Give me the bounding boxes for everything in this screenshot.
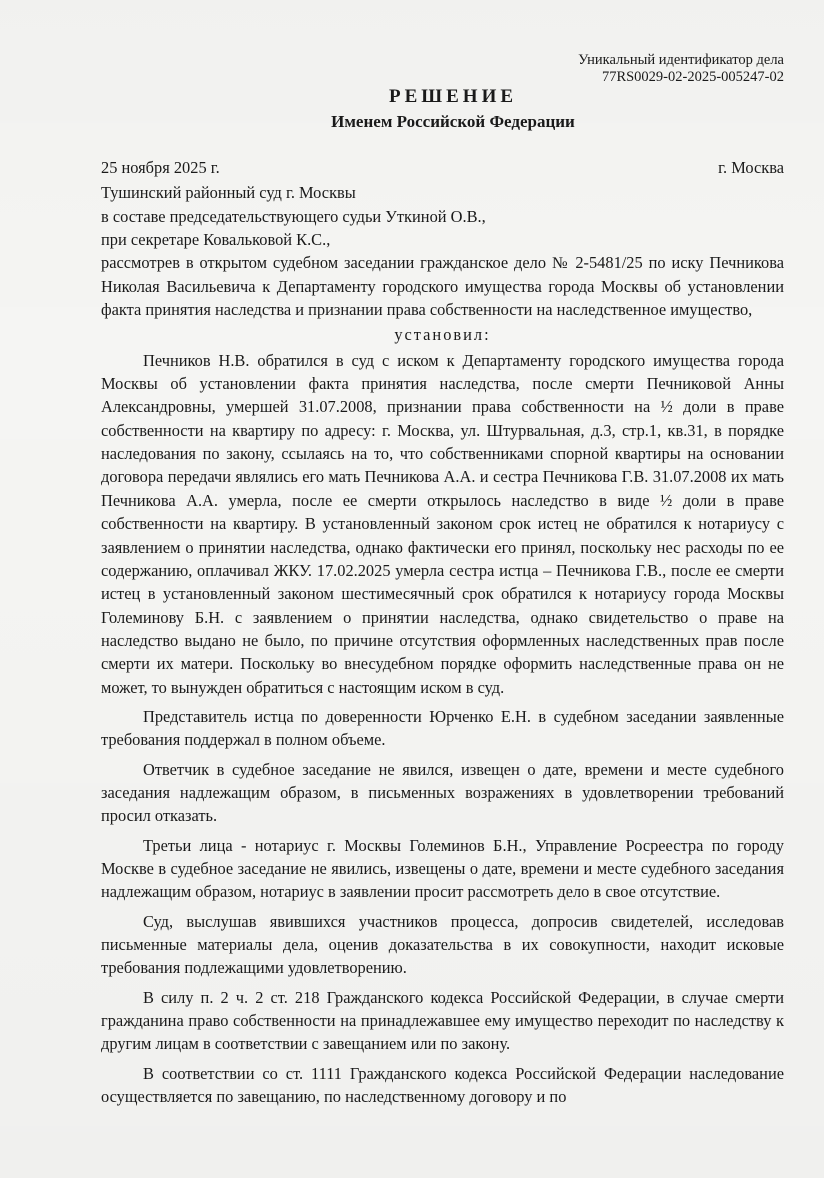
case-id-label: Уникальный идентификатор дела	[578, 52, 784, 68]
paragraph-claim: Печников Н.В. обратился в суд с иском к Департаменту городского имущества города Москвы об установлении факта принятия наследства, после смерти Печниковой Анны Александровны, умершей 31.07.2008, признании права собственности на ½ доли в праве собственности на квартиру по адресу: г. Москва, ул. Штурвальная, д.3, стр.1, кв.31, в порядке наследования по закону, ссылаясь на то, что собственниками спорной квартиры на основании договора передачи являлись его мать Печникова А.А. и сестра Печникова Г.В. 31.07.2008 их мать Печникова А.А. умерла, после ее смерти открылось наследство в виде ½ доли в праве собственности на квартиру. В установленный законом срок истец не обратился к нотариусу с заявлением о принятии наследства, однако фактически его принял, поскольку нес расходы по ее содержанию, оплачивал ЖКУ. 17.02.2025 умерла сестра истца – Печникова Г.В., после ее смерти истец в установленный законом шестимесячный срок обратился к нотариусу города Москвы Големинову Б.Н. с заявлением о принятии наследства, однако свидетельство о праве на наследство выдано не было, по причине отсутствия оформленных наследственных прав после смерти их матери. Поскольку во внесудебном порядке оформить наследственные права он не может, то вынужден обратиться с настоящим иском в суд.	[101, 350, 784, 697]
paragraph-defendant: Ответчик в судебное заседание не явился, извещен о дате, времени и месте судебного заседания надлежащим образом, в письменных возражениях в удовлетворении требований просил отказать.	[101, 759, 784, 826]
judge-line: в составе председательствующего судьи Уткиной О.В.,	[101, 206, 486, 226]
paragraph-article-218: В силу п. 2 ч. 2 ст. 218 Гражданского кодекса Российской Федерации, в случае смерти гражданина право собственности на принадлежавшее ему имущество переходит по наследству к другим лицам в соответствии с завещанием или по закону.	[101, 987, 784, 1054]
document-subtitle: Именем Российской Федерации	[331, 112, 575, 131]
secretary-line: при секретаре Ковальковой К.С.,	[101, 230, 331, 250]
court-name: Тушинский районный суд г. Москвы	[101, 183, 356, 203]
document-title: РЕШЕНИЕ	[388, 86, 518, 107]
paragraph-article-1111: В соответствии со ст. 1111 Гражданского кодекса Российской Федерации наследование осуществляется по завещанию, по наследственному договору и по	[101, 1063, 784, 1107]
decision-city: г. Москва	[718, 158, 784, 177]
document-body	[101, 156, 784, 1108]
case-id-value: 77RS0029-02-2025-005247-02	[601, 69, 784, 85]
considered-paragraph: рассмотрев в открытом судебном заседании гражданское дело № 2-5481/25 по иску Печникова Николая Васильевича к Департаменту городского имущества города Москвы об установлении факта принятия наследства и признании права собственности на наследственное имущество,	[101, 253, 784, 320]
established-heading: установил:	[394, 325, 491, 345]
paragraph-representative: Представитель истца по доверенности Юрченко Е.Н. в судебном заседании заявленные требования поддержал в полном объеме.	[101, 706, 784, 750]
decision-date: 25 ноября 2025 г.	[101, 158, 220, 177]
date-city-row	[101, 156, 784, 179]
title-block	[0, 86, 824, 132]
case-identifier	[578, 52, 784, 86]
paragraph-court-findings: Суд, выслушав явившихся участников процесса, допросив свидетелей, исследовав письменные материалы дела, оценив доказательства в их совокупности, находит исковые требования подлежащими удовлетворению.	[101, 911, 784, 978]
paragraph-third-parties: Третьи лица - нотариус г. Москвы Големинов Б.Н., Управление Росреестра по городу Москве в судебное заседание не явились, извещены о дате, времени и месте судебного заседания надлежащим образом, нотариус в заявлении просит рассмотреть дело в свое отсутствие.	[101, 835, 784, 902]
